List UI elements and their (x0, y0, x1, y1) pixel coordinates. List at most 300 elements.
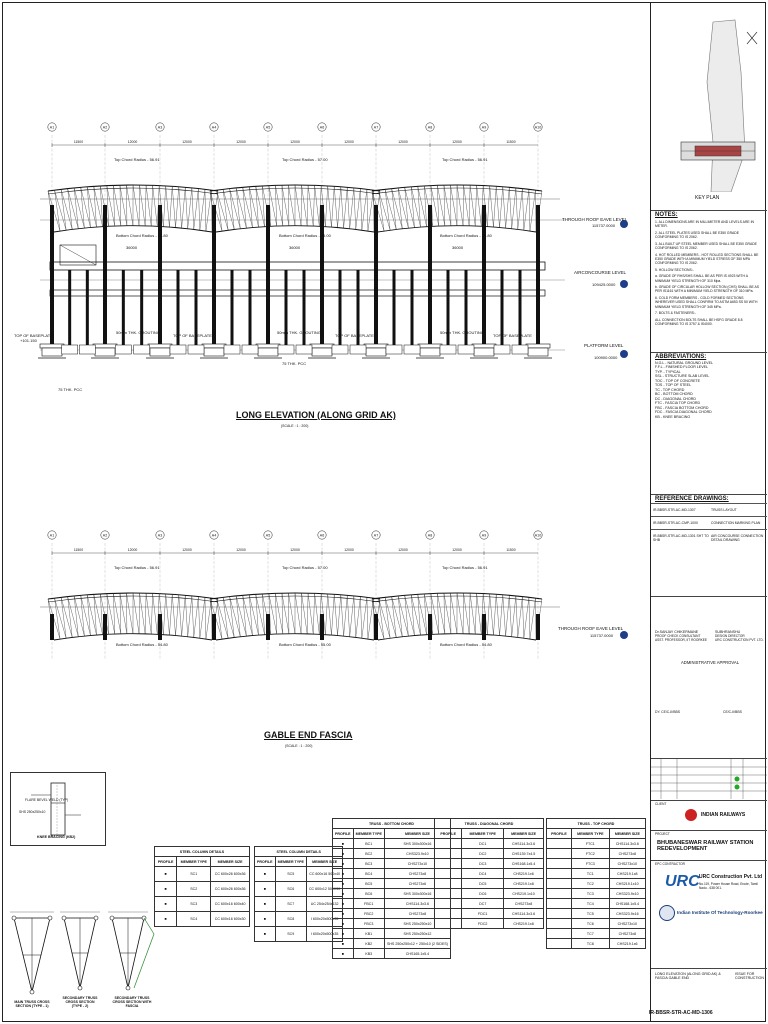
truss-diagonal (392, 189, 403, 229)
secondary-footing (224, 345, 240, 354)
truss-web (512, 596, 516, 637)
truss-web (182, 595, 186, 636)
grid-label-A8: A8 (427, 533, 433, 538)
dy-ce: DY. CE/C-II/BBS (655, 710, 680, 714)
gable-post (428, 614, 432, 640)
truss-web (338, 187, 341, 228)
reference-row (651, 529, 767, 546)
member-type-cell: SC6 (275, 882, 306, 897)
truss-web (356, 597, 361, 638)
truss-web (362, 189, 367, 230)
approver-2-role: DESIGN DIRECTOR (715, 634, 745, 638)
member-type-cell: BC3 (353, 859, 384, 869)
profile-cell: ■ (333, 919, 354, 929)
approver-2-org: URC CONSTRUCTION PVT. LTD. (715, 638, 764, 642)
truss-diagonal (68, 189, 79, 229)
note-item: 7. BOLTS & FASTENERS:- (655, 311, 697, 316)
title-block (650, 2, 766, 1022)
span-dim-7: 12000 (452, 548, 462, 552)
member-size-cell: CHS323.9x10 (609, 889, 645, 899)
abbreviation-item: TC - TOP CHORD (655, 387, 685, 392)
client-name: INDIAN RAILWAYS (701, 812, 746, 818)
reference-section (651, 494, 767, 594)
bottom-chord-radius-3: Bottom Chord Radius - 54.80 (440, 233, 492, 238)
member-type-cell: FTC2 (571, 849, 609, 859)
column (266, 205, 270, 345)
gable-top-chord-radius-3: Top Chord Radius - 56.91 (442, 565, 488, 570)
truss-diagonal (153, 593, 158, 634)
truss-diagonal (288, 593, 295, 634)
truss-web (169, 594, 172, 635)
truss-diagonal (172, 594, 175, 635)
truss-web (469, 593, 470, 634)
profile-cell: ■ (333, 839, 354, 849)
truss-web (518, 189, 523, 230)
truss-web (176, 595, 179, 636)
top-chord-radius-3: Top Chord Radius - 56.91 (442, 157, 488, 162)
member-type-cell: TC3 (571, 889, 609, 899)
truss-diagonal (217, 190, 229, 230)
col_table_2-title: STEEL COLUMN DETAILS (255, 847, 343, 857)
truss-diagonal (288, 185, 295, 226)
gable-through-roof-label: THROUGH ROOF EAVE LEVEL (558, 626, 624, 631)
truss-web (512, 188, 516, 229)
notes-heading: NOTES: (655, 212, 678, 218)
steel-column-table-1 (154, 846, 250, 927)
member-type-cell: SC4 (177, 912, 211, 927)
main-truss-node (48, 916, 52, 920)
member-size-cell: CHS114.3x3.6 (384, 899, 450, 909)
table-row (547, 939, 646, 949)
grid-label-A9: A9 (481, 125, 487, 130)
secondary-footing (79, 345, 95, 354)
member-size-cell: CC 600x16 600x40 (211, 897, 250, 912)
table-row (333, 839, 451, 849)
platform-value: 100900.0000 (594, 355, 618, 360)
note-item: 2. ALL STEEL PLATES USED SHALL BE E350 GRADE CONFORMING TO IS 2062. (655, 230, 739, 240)
truss-diagonal (516, 188, 518, 230)
truss-diagonal (341, 187, 344, 228)
truss-web (506, 595, 510, 636)
secondary-truss-node (62, 916, 66, 920)
truss-diagonal (516, 596, 518, 638)
member-type-cell: FTC1 (571, 839, 609, 849)
span-dim-6: 12000 (398, 548, 408, 552)
truss-diagonal (457, 185, 463, 226)
truss-web (230, 189, 235, 230)
profile-cell: ■ (333, 929, 354, 939)
truss-diagonal (385, 597, 396, 637)
concourse-beam (50, 262, 545, 270)
truss-diagonal (166, 186, 170, 227)
profile-cell: ■ (155, 912, 177, 927)
truss-diagonal (295, 185, 301, 226)
truss-diagonal (367, 597, 368, 639)
truss-web (379, 190, 385, 231)
member-type-cell: SC3 (177, 897, 211, 912)
member-type-cell: BC6 (353, 889, 384, 899)
member-size-cell: CHS273x6 (384, 879, 450, 889)
shs-label: SHS 250x250x10 (19, 810, 46, 814)
truss-diagonal (55, 598, 67, 638)
profile-cell: ■ (155, 867, 177, 882)
truss-diagonal (457, 593, 463, 634)
flare-bevel-label: FLARE BEVEL WELD (TYP) (25, 798, 69, 802)
member-type-cell: TC1 (571, 869, 609, 879)
secondary-footing (404, 345, 420, 354)
secondary-footing (278, 345, 294, 354)
member-size-cell: CHS273x10 (609, 859, 645, 869)
truss-diagonal (185, 187, 187, 228)
truss-diagonal (302, 593, 308, 634)
member-size-cell: CHS323.9x10 (384, 849, 450, 859)
truss-web (120, 185, 121, 226)
profile-cell (435, 909, 462, 919)
table-row (155, 867, 250, 882)
gable-top-chord-radius-2: Top Chord Radius - 57.00 (282, 565, 328, 570)
truss-diagonal (529, 189, 530, 231)
truss-web (194, 189, 199, 230)
truss-diagonal (490, 186, 494, 227)
truss-web (282, 185, 283, 226)
level-marker-air (620, 280, 628, 288)
grid-label-A10: A10 (534, 533, 542, 538)
span-dim-3: 12000 (236, 548, 246, 552)
truss-web (236, 596, 240, 637)
level-marker-platform (620, 350, 628, 358)
note-item: a. GRADE OF RHS/SHS SHALL BE AS PER IS 4923 WITH A MINIMUM YIELD STRENGTH OF 310 Mpa. (655, 274, 748, 283)
truss-diagonal (61, 189, 72, 229)
key-plan-box (651, 2, 767, 204)
gable-post (212, 614, 216, 640)
member-type-cell: FTC3 (571, 859, 609, 869)
secondary-footing (458, 345, 474, 354)
secondary-footing (332, 345, 348, 354)
member-size-cell: CHS114.3x3.6 (504, 909, 544, 919)
table-row (547, 839, 646, 849)
grid-label-A7: A7 (373, 125, 379, 130)
truss-diagonal (477, 593, 482, 634)
column (320, 205, 324, 345)
span-dim-5: 12000 (344, 140, 354, 144)
diagonal_chord-head-2: MEMBER SIZE (504, 829, 544, 839)
base-plate (93, 344, 117, 348)
profile-cell (547, 859, 572, 869)
truss-diagonal (496, 186, 499, 227)
truss-web (182, 187, 186, 228)
table-row (333, 919, 451, 929)
pedestal (95, 348, 115, 356)
truss-diagonal (496, 594, 499, 635)
profile-cell (435, 889, 462, 899)
bottom_chord-title: TRUSS - BOTTOM CHORD (333, 819, 451, 829)
profile-cell: ■ (155, 897, 177, 912)
profile-cell: ■ (333, 899, 354, 909)
truss-diagonal (464, 593, 470, 634)
truss-web (223, 597, 228, 638)
span-dim-5: 12000 (344, 548, 354, 552)
sheet-info-section (651, 968, 767, 1022)
truss-diagonal (295, 593, 301, 634)
truss-web (325, 186, 327, 227)
profile-cell (435, 849, 462, 859)
abbreviation-item: FTC - FASCIA TOP CHORD (655, 401, 701, 406)
table-row (333, 899, 451, 909)
col_table_1-title: STEEL COLUMN DETAILS (155, 847, 250, 857)
member-size-cell: CC 600x26 600x36 (211, 867, 250, 882)
member-size-cell: SHS 250x250x12 + 250x10 (2 SIDES) (384, 939, 450, 949)
profile-cell (547, 909, 572, 919)
member-type-cell: TC4 (571, 899, 609, 909)
profile-cell: ■ (333, 869, 354, 879)
secondary-fascia-truss-node (110, 916, 114, 920)
truss-diagonal (360, 189, 361, 231)
platform-label: PLATFORM LEVEL (584, 343, 624, 348)
key-plan-label: KEY PLAN (695, 195, 720, 201)
secondary-column (249, 270, 252, 345)
gable-bottom-chord-radius-2: Bottom Chord Radius - 55.00 (279, 642, 331, 647)
truss-web (55, 190, 61, 231)
member-type-cell: KB1 (353, 929, 384, 939)
truss-web (344, 187, 348, 228)
table-row (333, 859, 451, 869)
member-type-cell: FBC2 (353, 909, 384, 919)
profile-cell: ■ (333, 879, 354, 889)
table-row (155, 897, 250, 912)
truss-diagonal (328, 594, 332, 635)
col_table_2-head-0: PROFILE (255, 857, 276, 867)
member-size-cell: CC 600x12 500X30 (306, 882, 342, 897)
truss-diagonal (140, 185, 146, 226)
grid-label-A4: A4 (211, 533, 217, 538)
profile-cell (547, 879, 572, 889)
grid-label-A6: A6 (319, 125, 325, 130)
span-dim-0: 11500 (73, 548, 84, 552)
truss-web (392, 597, 397, 638)
abbreviation-item: TYP. - TYPICAL (655, 369, 681, 374)
gable-post (374, 614, 378, 640)
approver-1-org: ASST. PROFESSOR, IIT ROORKEE (655, 638, 708, 642)
profile-cell (435, 869, 462, 879)
column (50, 205, 54, 345)
truss-web (398, 188, 402, 229)
base-plate (418, 344, 442, 348)
member-size-cell: CHS219.1x8 (504, 919, 544, 929)
table-row (155, 882, 250, 897)
profile-cell: ■ (333, 859, 354, 869)
member-size-cell: CHS114.3x3.6 (609, 839, 645, 849)
grid-label-A7: A7 (373, 533, 379, 538)
grid-label-A2: A2 (102, 533, 108, 538)
profile-cell: ■ (333, 849, 354, 859)
truss-web (530, 598, 536, 639)
grid-label-A1: A1 (49, 125, 55, 130)
secondary-footing (188, 345, 204, 354)
member-type-cell: SC1 (177, 867, 211, 882)
truss-web (500, 595, 503, 636)
table-row (435, 859, 544, 869)
abbreviation-item: FDC - FASCIA DIAGONAL CHORD (655, 410, 712, 415)
member-size-cell: CHS139.7x4.5 (504, 849, 544, 859)
abbreviation-item: FBC - FASCIA BOTTOM CHORD (655, 405, 709, 410)
secondary-fascia-truss-node (126, 986, 130, 990)
truss-web (444, 593, 445, 634)
top-chord-radius: Top Chord Radius - 56.91 (114, 157, 160, 162)
truss-web (81, 187, 85, 228)
pedestal (204, 348, 224, 356)
table-row (547, 859, 646, 869)
bottom-chord-radius-2: Bottom Chord Radius - 55.00 (279, 233, 331, 238)
truss-diagonal (444, 185, 451, 226)
span-dim-1: 12000 (127, 140, 138, 144)
pedestal (474, 348, 494, 356)
revision-section (651, 758, 767, 798)
secondary-column (411, 270, 414, 345)
truss-diagonal (179, 595, 182, 636)
member-size-cell: CHS323.9x16 (609, 909, 645, 919)
reference-title: AIR CONCOURSE CONNECTION DETAIL DRAWING (711, 534, 764, 542)
gable-post (103, 614, 107, 640)
profile-cell (547, 939, 572, 949)
truss-diagonal (535, 190, 536, 232)
secondary-footing (494, 345, 510, 354)
grid-label-A9: A9 (481, 533, 487, 538)
project-name: BHUBANESWAR RAILWAY STATION REDEVELOPMENT (657, 840, 754, 853)
member-size-cell: CHS219.1x8 (504, 879, 544, 889)
truss-diagonal (140, 593, 146, 634)
note-item: ALL CONNECTION BOLTS SHALL BE HSFG GRADE 8.8 CONFORMING TO IS 3757 & IS4000. (655, 317, 743, 327)
gable-post (482, 614, 486, 640)
member-size-cell: CC 600x16 600x30 (211, 912, 250, 927)
truss-web (163, 594, 165, 635)
span-dim-3: 12000 (236, 140, 246, 144)
truss-diagonal (230, 597, 241, 637)
reference-number: IR-BBSR-STR-AC-MD-1307 (653, 508, 696, 512)
long-elevation-scale: (SCALE : 1 : 200) (281, 424, 309, 428)
member-size-cell: I 600x20x500x35 (306, 927, 342, 942)
member-size-cell: I 600x20x500x35 (306, 912, 342, 927)
truss-web (230, 597, 235, 638)
truss-diagonal (490, 594, 494, 635)
revision-grid (651, 759, 767, 799)
grid-label-A3: A3 (157, 533, 163, 538)
top_chord-head-0: PROFILE (547, 829, 572, 839)
pedestal (258, 348, 278, 356)
base-plate (256, 344, 280, 348)
truss-web (68, 597, 73, 638)
table-row (435, 899, 544, 909)
truss-diagonal (522, 597, 523, 639)
reference-row (651, 516, 767, 529)
table-row (333, 879, 451, 889)
top-chord-table (546, 818, 646, 949)
member-type-cell: FDC2 (462, 919, 504, 929)
profile-cell: ■ (255, 927, 276, 942)
contractor-section (651, 860, 767, 928)
urc-logo: URC (665, 873, 700, 890)
truss-diagonal (302, 185, 308, 226)
span-width-3: 36000 (452, 245, 464, 250)
truss-diagonal (223, 597, 234, 637)
truss-diagonal (236, 596, 246, 636)
truss-web (385, 189, 390, 230)
truss-diagonal (315, 593, 320, 634)
truss-web (344, 595, 348, 636)
note-item: 5. HOLLOW SECTIONS:- (655, 267, 694, 272)
main-truss-node (12, 916, 16, 920)
main-truss-caption: MAIN TRUSS CROSS SECTION (TYPE - 1) (14, 1000, 50, 1009)
member-size-cell: CHS219.1x6 (504, 869, 544, 879)
span-dim-6: 12000 (398, 140, 408, 144)
profile-cell (547, 889, 572, 899)
truss-web (405, 187, 409, 228)
truss-diagonal (328, 186, 332, 227)
member-size-cell: CHS168.1x5.4 (609, 899, 645, 909)
gable-bottom-chord-radius-3: Bottom Chord Radius - 54.80 (440, 642, 492, 647)
truss-diagonal (192, 596, 194, 638)
client-section (651, 800, 767, 828)
steel-column-table-2 (254, 846, 343, 942)
truss-web (307, 593, 308, 634)
pedestal (528, 348, 548, 356)
member-type-cell: SC8 (275, 912, 306, 927)
pedestal (366, 348, 386, 356)
gable-post (158, 614, 162, 640)
truss-diagonal (347, 187, 349, 228)
secondary-footing (386, 345, 402, 354)
pedestal (312, 348, 332, 356)
member-type-cell: TC5 (571, 909, 609, 919)
abbreviations-heading: ABBREVIATIONS: (655, 354, 707, 360)
table-row (435, 909, 544, 919)
truss-diagonal (354, 188, 356, 230)
profile-cell (547, 849, 572, 859)
truss-diagonal (198, 189, 199, 231)
secondary-footing (242, 345, 258, 354)
member-size-cell: CHS273x8 (384, 869, 450, 879)
member-type-cell: BC5 (353, 879, 384, 889)
truss-web (107, 186, 109, 227)
table-row (547, 929, 646, 939)
reference-title: CONNECTION MARKING PLAN (711, 521, 761, 525)
table-row (333, 889, 451, 899)
member-size-cell: CHS219.1x8 (609, 869, 645, 879)
reference-number: IR-BBSR-STR-AC-MD-1301 SHT TO SHB (653, 534, 709, 542)
column (158, 205, 162, 345)
truss-web (169, 186, 172, 227)
grid-label-A8: A8 (427, 125, 433, 130)
table-row (547, 849, 646, 859)
truss-diagonal (392, 597, 403, 637)
truss-diagonal (185, 595, 187, 636)
profile-cell: ■ (333, 939, 354, 949)
truss-diagonal (379, 598, 391, 638)
note-item: b. GRADE OF CIRCULAR HOLLOW SECTION (CHS) SHALL BE AS PER IS1161 WITH A MINIMUM YIELD STRENGTH OF 310 MPa. (655, 285, 760, 294)
col_table_2-head-2: MEMBER SIZE (306, 857, 342, 867)
span-width-2: 36000 (289, 245, 301, 250)
contractor-name: URC Construction Pvt. Ltd (699, 874, 763, 880)
truss-diagonal (398, 596, 408, 636)
table-row (333, 929, 451, 939)
table-row (255, 867, 343, 882)
secondary-column (68, 270, 71, 345)
note-item: 6. COLD FORM MEMBERS - COLD FORMED SECTIONS WHEREVER USED SHALL CONFIRM TO ASTM A653 SS 50 WITH MINIMUM YIELD STRENGTH OF 345 MPa. (655, 295, 758, 309)
truss-web (500, 187, 503, 228)
col_table_1-head-0: PROFILE (155, 857, 177, 867)
truss-diagonal (68, 597, 79, 637)
table-row (333, 949, 451, 959)
through-roof-label: THROUGH ROOF EAVE LEVEL (562, 217, 628, 222)
